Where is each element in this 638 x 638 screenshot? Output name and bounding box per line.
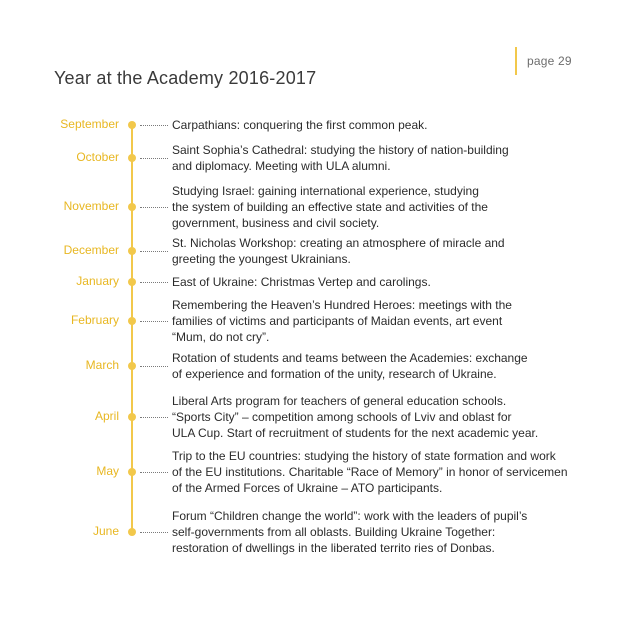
description-line: self-governments from all oblasts. Building Ukraine Together:	[172, 525, 496, 539]
description-line: restoration of dwellings in the liberated territo ries of Donbas.	[172, 541, 495, 555]
description-line: the system of building an effective state and activities of the	[172, 200, 488, 214]
description-line: Studying Israel: gaining international experience, studying	[172, 184, 479, 198]
dotted-leader	[140, 321, 168, 322]
timeline-month: May	[96, 464, 119, 478]
dotted-leader	[140, 158, 168, 159]
description-line: Remembering the Heaven’s Hundred Heroes: meetings with the	[172, 298, 512, 312]
dotted-leader	[140, 125, 168, 126]
page-number: page 29	[527, 54, 572, 68]
description-line: and diplomacy. Meeting with ULA alumni.	[172, 159, 391, 173]
dotted-leader	[140, 472, 168, 473]
description-line: Forum “Children change the world”: work with the leaders of pupil’s	[172, 509, 528, 523]
timeline-month: September	[60, 117, 119, 131]
dotted-leader	[140, 532, 168, 533]
dotted-leader	[140, 417, 168, 418]
timeline-month: June	[92, 524, 119, 538]
description-line: Trip to the EU countries: studying the history of state formation and work	[172, 449, 556, 463]
timeline-dot	[128, 154, 136, 162]
timeline-description	[172, 183, 612, 231]
timeline-description	[172, 350, 612, 382]
description-line: Carpathians: conquering the first common peak.	[172, 118, 428, 132]
description-line: government, business and civil society.	[172, 216, 380, 230]
description-line: families of victims and participants of Maidan events, art event	[172, 314, 503, 328]
dotted-leader	[140, 282, 168, 283]
timeline-dot	[128, 362, 136, 370]
timeline-description	[172, 274, 612, 290]
timeline-description	[172, 142, 612, 174]
dotted-leader	[140, 207, 168, 208]
description-line: “Mum, do not cry”.	[172, 330, 270, 344]
timeline-month: November	[63, 199, 119, 213]
timeline-dot	[128, 528, 136, 536]
timeline-description	[172, 117, 612, 133]
timeline-description	[172, 297, 612, 345]
description-line: of the Armed Forces of Ukraine – ATO participants.	[172, 481, 443, 495]
timeline-dot	[128, 413, 136, 421]
timeline-dot	[128, 317, 136, 325]
timeline-month: January	[76, 274, 119, 288]
page-marker-bar	[515, 47, 517, 75]
timeline-description	[172, 508, 612, 556]
page-title: Year at the Academy 2016-2017	[54, 68, 317, 88]
timeline-dot	[128, 247, 136, 255]
dotted-leader	[140, 251, 168, 252]
timeline-month: December	[63, 243, 119, 257]
timeline-description	[172, 235, 612, 267]
timeline-description	[172, 448, 612, 496]
timeline-dot	[128, 203, 136, 211]
timeline-month: October	[76, 150, 119, 164]
description-line: ULA Cup. Start of recruitment of students for the next academic year.	[172, 426, 539, 440]
description-line: St. Nicholas Workshop: creating an atmosphere of miracle and	[172, 236, 505, 250]
timeline-description	[172, 393, 612, 441]
description-line: “Sports City” – competition among schools of Lviv and oblast for	[172, 410, 512, 424]
timeline-dot	[128, 278, 136, 286]
description-line: of the EU institutions. Charitable “Race of Memory” in honor of servicemen	[172, 465, 568, 479]
description-line: greeting the youngest Ukrainians.	[172, 252, 351, 266]
timeline-month: April	[94, 409, 119, 423]
description-line: East of Ukraine: Christmas Vertep and carolings.	[172, 275, 431, 289]
description-line: Saint Sophia’s Cathedral: studying the history of nation-building	[172, 143, 509, 157]
description-line: Liberal Arts program for teachers of general education schools.	[172, 394, 507, 408]
timeline-dot	[128, 121, 136, 129]
timeline-dot	[128, 468, 136, 476]
timeline-month: March	[85, 358, 119, 372]
dotted-leader	[140, 366, 168, 367]
description-line: of experience and formation of the unity, research of Ukraine.	[172, 367, 497, 381]
timeline-month: February	[70, 313, 119, 327]
description-line: Rotation of students and teams between the Academies: exchange	[172, 351, 528, 365]
